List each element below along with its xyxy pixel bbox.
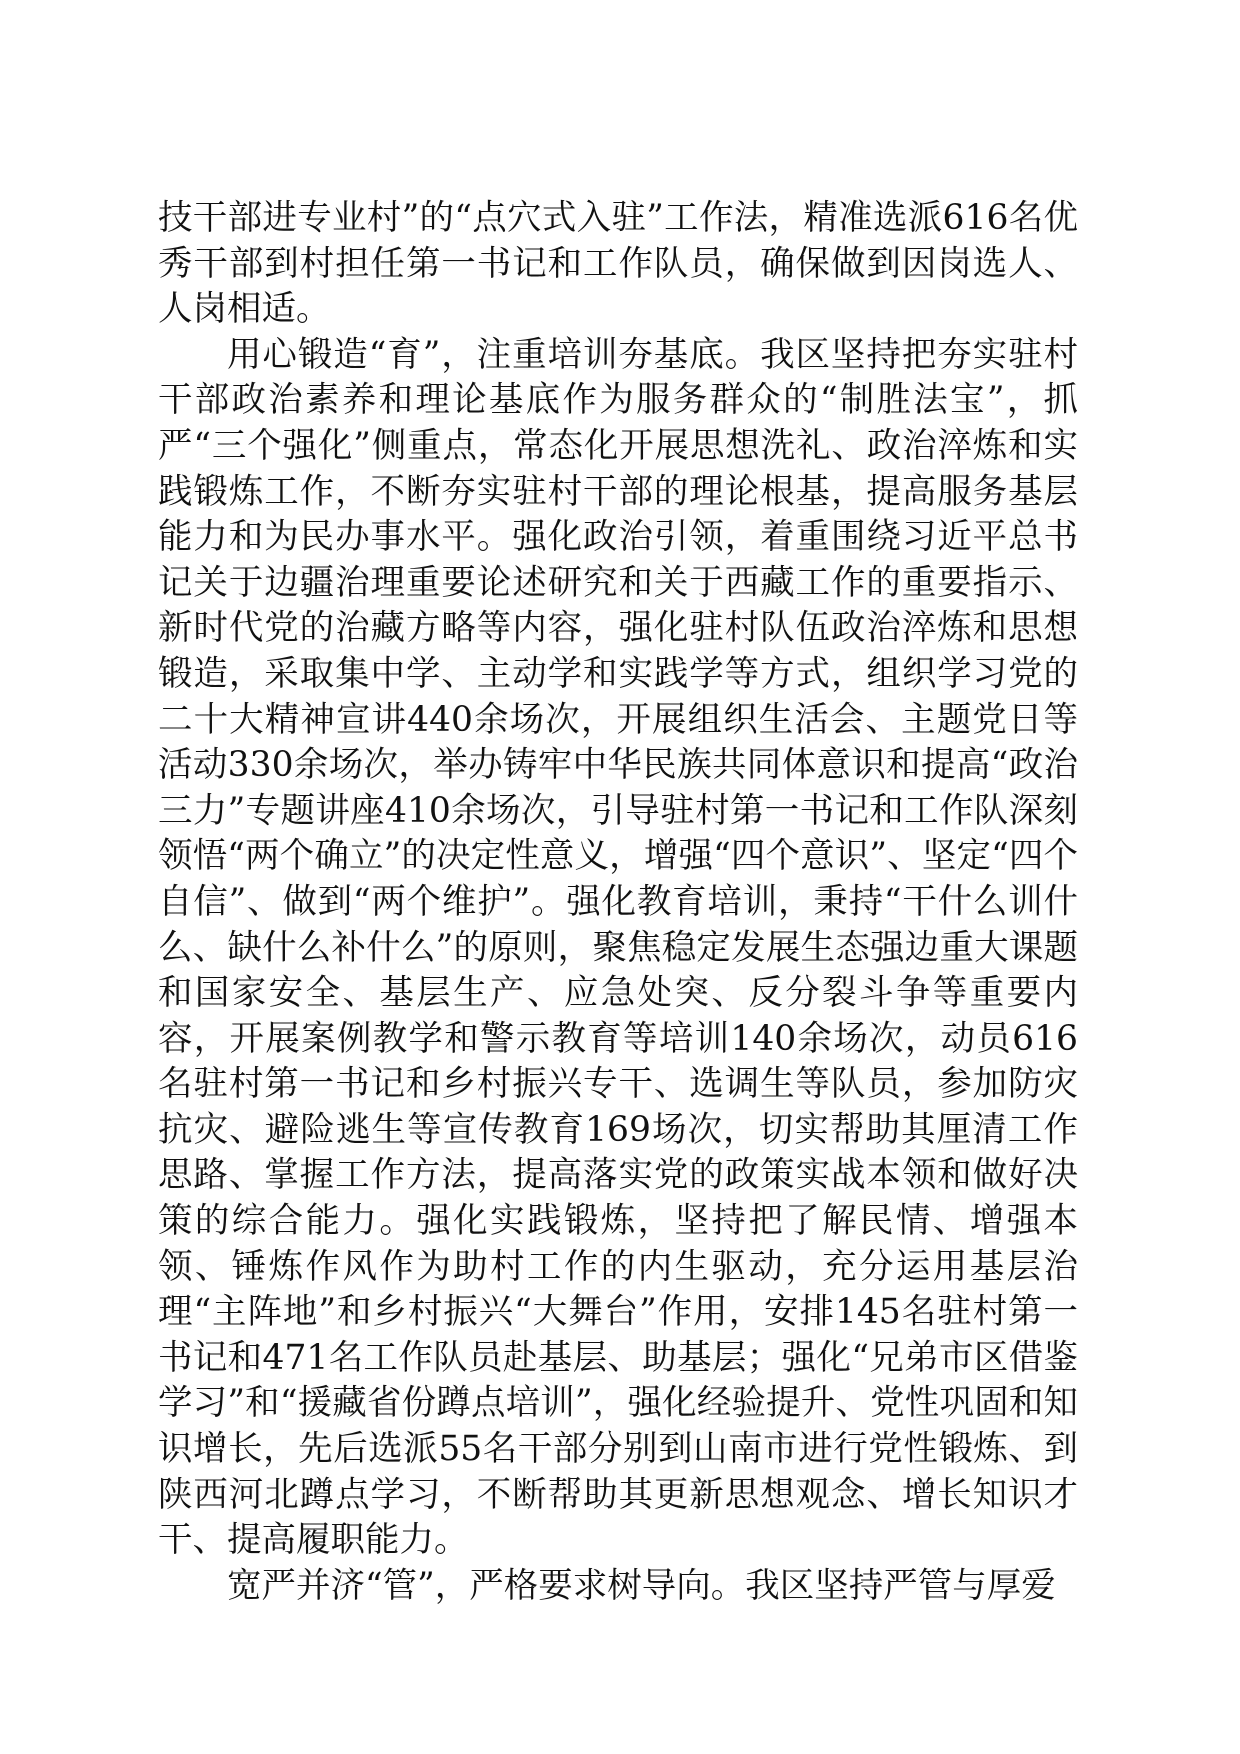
document-body (158, 196, 1078, 1609)
paragraph-training: 用心锻造“育”，注重培训夯基底。我区坚持把夯实驻村干部政治素养和理论基底作为服务群众的“制胜法宝”，抓严“三个强化”侧重点，常态化开展思想洗礼、政治淬炼和实践锻炼工作，不断夯实驻村干部的理论根基，提高服务基层能力和为民办事水平。强化政治引领，着重围绕习近平总书记关于边疆治理重要论述研究和关于西藏工作的重要指示、新时代党的治藏方略等内容，强化驻村队伍政治淬炼和思想锻造，采取集中学、主动学和实践学等方式，组织学习党的二十大精神宣讲440余场次，开展组织生活会、主题党日等活动330余场次，举办铸牢中华民族共同体意识和提高“政治三力”专题讲座410余场次，引导驻村第一书记和工作队深刻领悟“两个确立”的决定性意义，增强“四个意识”、坚定“四个自信”、做到“两个维护”。强化教育培训，秉持“干什么训什么、缺什么补什么”的原则，聚焦稳定发展生态强边重大课题和国家安全、基层生产、应急处突、反分裂斗争等重要内容，开展案例教学和警示教育等培训140余场次，动员616名驻村第一书记和乡村振兴专干、选调生等队员，参加防灾抗灾、避险逃生等宣传教育169场次，切实帮助其厘清工作思路、掌握工作方法，提高落实党的政策实战本领和做好决策的综合能力。强化实践锻炼，坚持把了解民情、增强本领、锤炼作风作为助村工作的内生驱动，充分运用基层治理“主阵地”和乡村振兴“大舞台”作用，安排145名驻村第一书记和471名工作队员赴基层、助基层；强化“兄弟市区借鉴学习”和“援藏省份蹲点培训”，强化经验提升、党性巩固和知识增长，先后选派55名干部分别到山南市进行党性锻炼、到陕西河北蹲点学习，不断帮助其更新思想观念、增长知识才干、提高履职能力。 (158, 334, 1079, 1561)
paragraph-continued-selection: 技干部进专业村”的“点穴式入驻”工作法，精准选派616名优秀干部到村担任第一书记和工作队员，确保做到因岗选人、人岗相适。 (158, 198, 1078, 330)
paragraph-management: 宽严并济“管”，严格要求树导向。我区坚持严管与厚爱 (227, 1565, 1056, 1606)
